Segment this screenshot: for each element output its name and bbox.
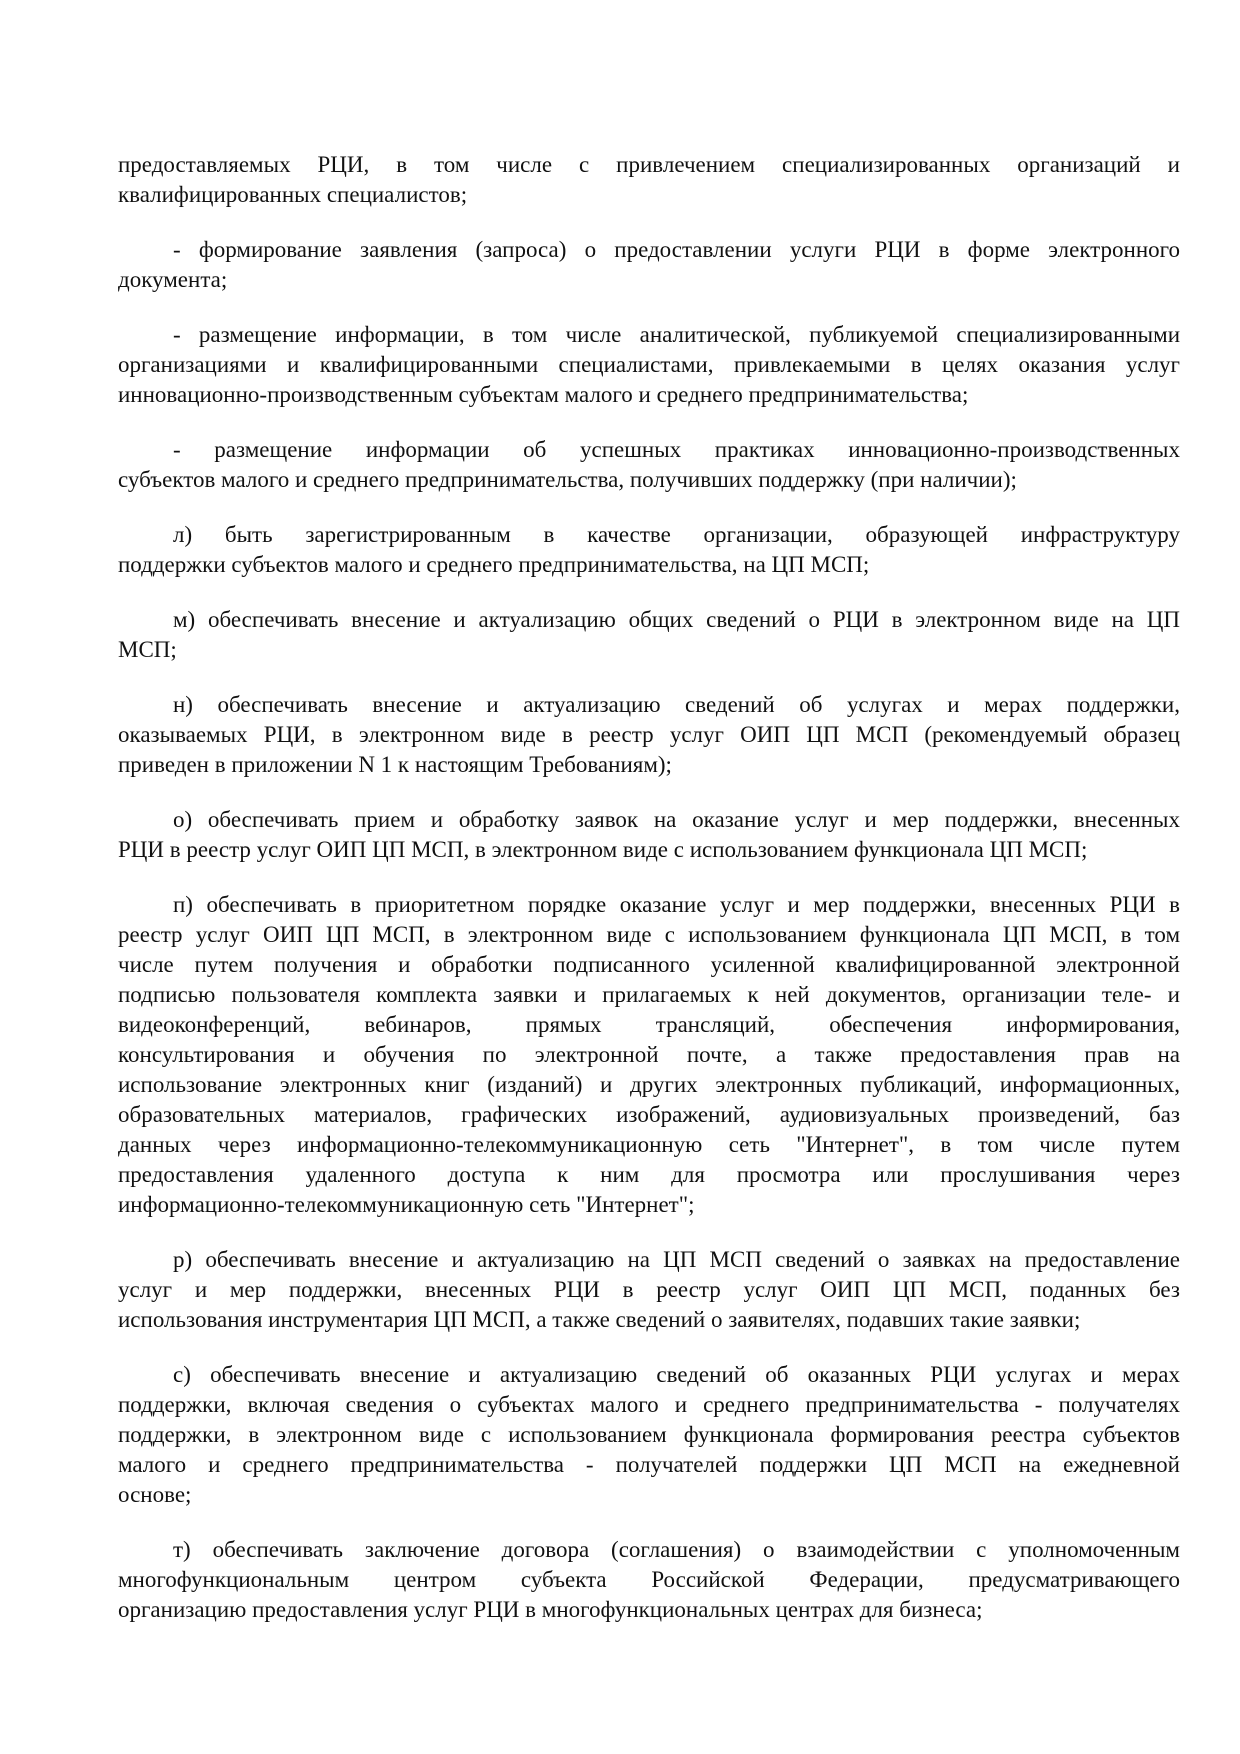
text-line: инновационно-производственным субъектам малого и среднего предпринимательства;	[118, 382, 969, 407]
text-line: организациями и квалифицированными специалистами, привлекаемыми в целях оказания услуг	[118, 352, 1180, 377]
text-line: л) быть зарегистрированным в качестве организации, образующей инфраструктуру	[173, 522, 1180, 547]
text-line: т) обеспечивать заключение договора (соглашения) о взаимодействии с уполномоченным	[173, 1537, 1180, 1562]
text-line: реестр услуг ОИП ЦП МСП, в электронном виде с использованием функционала ЦП МСП, в том	[118, 922, 1180, 947]
paragraph	[118, 805, 1180, 865]
text-line: малого и среднего предпринимательства - получателей поддержки ЦП МСП на ежедневной	[118, 1452, 1180, 1477]
text-line: поддержки, в электронном виде с использованием функционала формирования реестра субъектов	[118, 1422, 1180, 1447]
paragraph	[118, 320, 1180, 410]
text-line: о) обеспечивать прием и обработку заявок на оказание услуг и мер поддержки, внесенных	[173, 807, 1180, 832]
text-line: информационно-телекоммуникационную сеть "Интернет";	[118, 1192, 695, 1217]
text-line: использование электронных книг (изданий) и других электронных публикаций, информационных,	[118, 1072, 1180, 1097]
text-line: предоставляемых РЦИ, в том числе с привлечением специализированных организаций и	[118, 152, 1180, 177]
text-line: н) обеспечивать внесение и актуализацию сведений об услугах и мерах поддержки,	[173, 692, 1180, 717]
text-line: поддержки, включая сведения о субъектах малого и среднего предпринимательства - получателях	[118, 1392, 1180, 1417]
text-line: с) обеспечивать внесение и актуализацию сведений об оказанных РЦИ услугах и мерах	[173, 1362, 1180, 1387]
text-line: многофункциональным центром субъекта Российской Федерации, предусматривающего	[118, 1567, 1180, 1592]
text-line: РЦИ в реестр услуг ОИП ЦП МСП, в электронном виде с использованием функционала ЦП МСП;	[118, 837, 1088, 862]
text-line: организацию предоставления услуг РЦИ в многофункциональных центрах для бизнеса;	[118, 1597, 983, 1622]
text-line: поддержки субъектов малого и среднего предпринимательства, на ЦП МСП;	[118, 552, 870, 577]
text-line: подписью пользователя комплекта заявки и прилагаемых к ней документов, организации теле- и	[118, 982, 1180, 1007]
text-line: образовательных материалов, графических изображений, аудиовизуальных произведений, баз	[118, 1102, 1180, 1127]
text-line: использования инструментария ЦП МСП, а также сведений о заявителях, подавших такие заявки;	[118, 1307, 1081, 1332]
text-line: документа;	[118, 267, 228, 292]
text-line: - формирование заявления (запроса) о предоставлении услуги РЦИ в форме электронного	[173, 237, 1180, 262]
text-line: услуг и мер поддержки, внесенных РЦИ в реестр услуг ОИП ЦП МСП, поданных без	[118, 1277, 1180, 1302]
paragraph	[118, 235, 1180, 295]
text-line: числе путем получения и обработки подписанного усиленной квалифицированной электронной	[118, 952, 1180, 977]
text-line: - размещение информации, в том числе аналитической, публикуемой специализированными	[173, 322, 1180, 347]
text-line: МСП;	[118, 637, 177, 662]
paragraph	[118, 1245, 1180, 1335]
paragraph	[118, 435, 1180, 495]
text-line: квалифицированных специалистов;	[118, 182, 468, 207]
paragraph	[118, 605, 1180, 665]
text-line: данных через информационно-телекоммуникационную сеть "Интернет", в том числе путем	[118, 1132, 1180, 1157]
text-line: предоставления удаленного доступа к ним для просмотра или прослушивания через	[118, 1162, 1180, 1187]
text-line: приведен в приложении N 1 к настоящим Требованиям);	[118, 752, 672, 777]
text-line: р) обеспечивать внесение и актуализацию на ЦП МСП сведений о заявках на предоставление	[173, 1247, 1180, 1272]
paragraph	[118, 890, 1180, 1220]
text-line: м) обеспечивать внесение и актуализацию общих сведений о РЦИ в электронном виде на ЦП	[173, 607, 1180, 632]
paragraph	[118, 150, 1180, 210]
paragraph	[118, 1360, 1180, 1510]
document-page	[118, 150, 1180, 1650]
paragraph	[118, 1535, 1180, 1625]
text-line: консультирования и обучения по электронной почте, а также предоставления прав на	[118, 1042, 1180, 1067]
text-line: основе;	[118, 1482, 192, 1507]
paragraph	[118, 690, 1180, 780]
text-line: видеоконференций, вебинаров, прямых трансляций, обеспечения информирования,	[118, 1012, 1180, 1037]
text-line: субъектов малого и среднего предпринимательства, получивших поддержку (при наличии);	[118, 467, 1017, 492]
text-line: п) обеспечивать в приоритетном порядке оказание услуг и мер поддержки, внесенных РЦИ в	[173, 892, 1180, 917]
paragraph	[118, 520, 1180, 580]
text-line: - размещение информации об успешных практиках инновационно-производственных	[173, 437, 1180, 462]
text-line: оказываемых РЦИ, в электронном виде в реестр услуг ОИП ЦП МСП (рекомендуемый образец	[118, 722, 1180, 747]
